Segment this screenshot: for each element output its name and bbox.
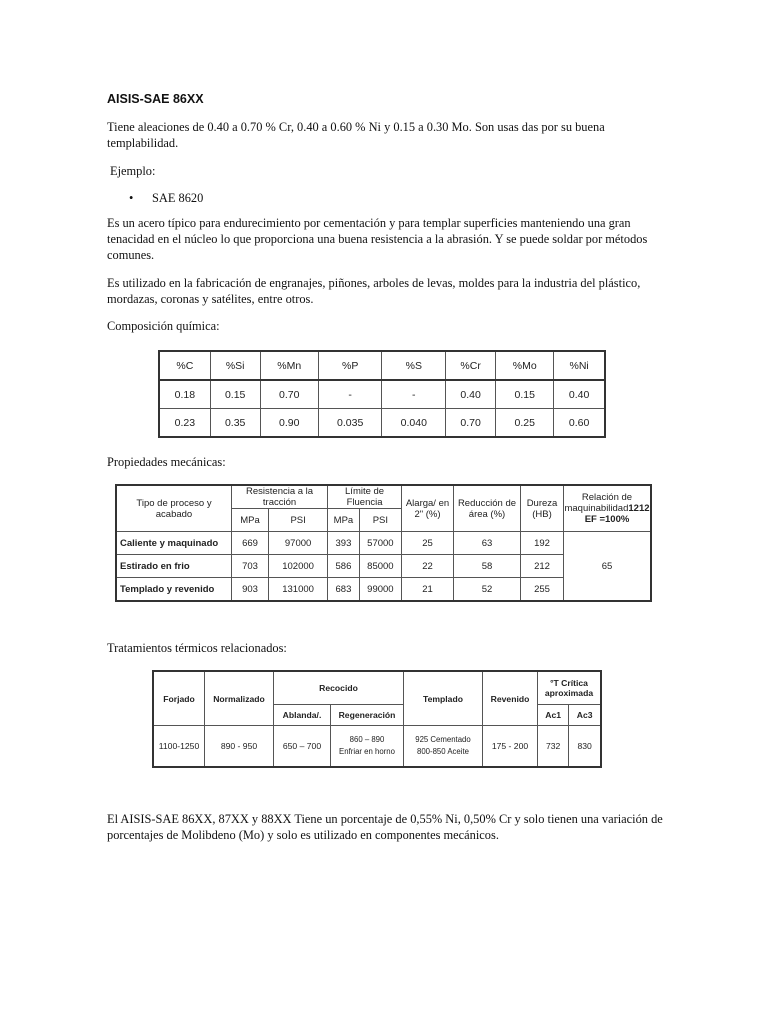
table-header-cell: Ac3 xyxy=(569,705,601,726)
table-cell: 1100-1250 xyxy=(153,726,205,768)
table-cell: 58 xyxy=(454,555,521,578)
table-cell: 255 xyxy=(521,578,564,602)
composition-label: Composición química: xyxy=(107,319,220,333)
table-row xyxy=(153,726,601,768)
table-cell: 0.70 xyxy=(446,409,496,438)
table-cell: 0.90 xyxy=(260,409,318,438)
usage-paragraph: Es utilizado en la fabricación de engranajes, piñones, arboles de levas, moldes para la industria del plástico, mordazas, coronas y satélites, entre otros. xyxy=(107,276,641,306)
table-cell: 85000 xyxy=(359,555,401,578)
table-cell: 830 xyxy=(569,726,601,768)
table-header-cell: PSI xyxy=(269,509,328,532)
table-cell: 0.18 xyxy=(159,380,210,409)
table-cell: 22 xyxy=(402,555,454,578)
composition-table xyxy=(158,350,606,438)
table-header-cell: %S xyxy=(382,351,446,380)
table-header-cell: Ac1 xyxy=(538,705,569,726)
table-header-cell: Límite de Fluencia xyxy=(328,485,402,509)
table-cell: 0.40 xyxy=(446,380,496,409)
machinability-header-ref: 1212 xyxy=(628,503,650,514)
table-cell: 650 – 700 xyxy=(274,726,331,768)
table-cell: - xyxy=(318,380,382,409)
table-cell: 0.15 xyxy=(496,380,554,409)
table-header-cell: %Mo xyxy=(496,351,554,380)
table-header-cell: Resistencia a la tracción xyxy=(232,485,328,509)
table-cell: 52 xyxy=(454,578,521,602)
table-cell: 586 xyxy=(328,555,360,578)
bullet-icon: • xyxy=(129,191,134,205)
table-cell: 890 - 950 xyxy=(205,726,274,768)
table-header-cell: %Ni xyxy=(554,351,605,380)
table-row-label: Templado y revenido xyxy=(116,578,232,602)
example-label: Ejemplo: xyxy=(110,164,156,178)
table-cell: 21 xyxy=(402,578,454,602)
regeneration-temp: 860 – 890 xyxy=(349,735,385,744)
quench-oil: 800-850 Aceite xyxy=(416,747,470,756)
table-header-row xyxy=(159,351,605,380)
table-cell: 0.60 xyxy=(554,409,605,438)
table-cell: 192 xyxy=(521,532,564,555)
intro-paragraph: Tiene aleaciones de 0.40 a 0.70 % Cr, 0.40 a 0.60 % Ni y 0.15 a 0.30 Mo. Son usas das por su buena templabilidad. xyxy=(107,120,605,150)
table-header-cell: Ablanda/. xyxy=(274,705,331,726)
table-header-cell: Reducción de área (%) xyxy=(454,485,521,532)
table-cell: 102000 xyxy=(269,555,328,578)
table-header-cell: %Si xyxy=(210,351,260,380)
table-cell: 703 xyxy=(232,555,269,578)
table-header-cell: Tipo de proceso y acabado xyxy=(116,485,232,532)
table-cell: 0.25 xyxy=(496,409,554,438)
regeneration-cooling: Enfriar en horno xyxy=(339,747,395,756)
table-header-row xyxy=(153,671,601,705)
table-cell: 99000 xyxy=(359,578,401,602)
table-row-label: Caliente y maquinado xyxy=(116,532,232,555)
table-row-label: Estirado en frio xyxy=(116,555,232,578)
table-header-cell: Revenido xyxy=(483,671,538,726)
heat-treatment-table xyxy=(152,670,602,768)
quench-carburized: 925 Cementado xyxy=(415,735,471,744)
table-row xyxy=(159,409,605,438)
table-cell: 97000 xyxy=(269,532,328,555)
table-header-cell: Forjado xyxy=(153,671,205,726)
table-cell: 0.040 xyxy=(382,409,446,438)
table-header-cell: Regeneración xyxy=(331,705,404,726)
table-cell: 25 xyxy=(402,532,454,555)
closing-paragraph: El AISIS-SAE 86XX, 87XX y 88XX Tiene un porcentaje de 0,55% Ni, 0,50% Cr y solo tienen una variación de porcentajes de Molibdeno (Mo) y solo es utilizado en componentes mecánicos. xyxy=(107,812,663,842)
table-cell: 683 xyxy=(328,578,360,602)
table-cell xyxy=(331,726,404,768)
table-header-cell: Alarga/ en 2" (%) xyxy=(402,485,454,532)
table-header-cell: Normalizado xyxy=(205,671,274,726)
table-cell: 175 - 200 xyxy=(483,726,538,768)
table-header-cell: Dureza (HB) xyxy=(521,485,564,532)
table-cell: 732 xyxy=(538,726,569,768)
table-header-cell xyxy=(564,485,652,532)
table-header-cell: MPa xyxy=(328,509,360,532)
heat-treatment-label: Tratamientos térmicos relacionados: xyxy=(107,641,287,655)
table-header-cell: MPa xyxy=(232,509,269,532)
table-cell: 57000 xyxy=(359,532,401,555)
table-cell: 0.23 xyxy=(159,409,210,438)
table-header-cell: Templado xyxy=(404,671,483,726)
table-header-cell: °T Crítica aproximada xyxy=(538,671,602,705)
table-cell: 669 xyxy=(232,532,269,555)
table-row xyxy=(116,532,651,555)
table-cell: 903 xyxy=(232,578,269,602)
table-cell: 0.15 xyxy=(210,380,260,409)
table-cell: 0.70 xyxy=(260,380,318,409)
mechanical-properties-table xyxy=(115,484,652,602)
table-header-cell: Recocido xyxy=(274,671,404,705)
table-cell: 0.35 xyxy=(210,409,260,438)
page-title: AISIS-SAE 86XX xyxy=(107,92,204,106)
machinability-value: 65 xyxy=(564,532,652,602)
table-cell: - xyxy=(382,380,446,409)
table-header-cell: %Cr xyxy=(446,351,496,380)
table-cell: 0.035 xyxy=(318,409,382,438)
table-header-row xyxy=(116,485,651,509)
machinability-header-text: Relación de maquinabilidad xyxy=(564,492,633,514)
machinability-header-note: EF =100% xyxy=(584,514,630,525)
mechanical-label: Propiedades mecánicas: xyxy=(107,455,226,469)
table-header-cell: %C xyxy=(159,351,210,380)
table-cell: 131000 xyxy=(269,578,328,602)
table-header-cell: %P xyxy=(318,351,382,380)
table-header-cell: %Mn xyxy=(260,351,318,380)
table-row xyxy=(159,380,605,409)
table-cell: 63 xyxy=(454,532,521,555)
table-cell: 0.40 xyxy=(554,380,605,409)
table-cell: 212 xyxy=(521,555,564,578)
table-cell: 393 xyxy=(328,532,360,555)
table-header-cell: PSI xyxy=(359,509,401,532)
table-cell xyxy=(404,726,483,768)
example-item: SAE 8620 xyxy=(152,191,204,205)
description-paragraph: Es un acero típico para endurecimiento por cementación y para templar superficies manteniendo una gran tenacidad en el núcleo lo que proporciona una buena resistencia a la abrasión. Y se puede soldar por métodos comunes. xyxy=(107,216,648,262)
